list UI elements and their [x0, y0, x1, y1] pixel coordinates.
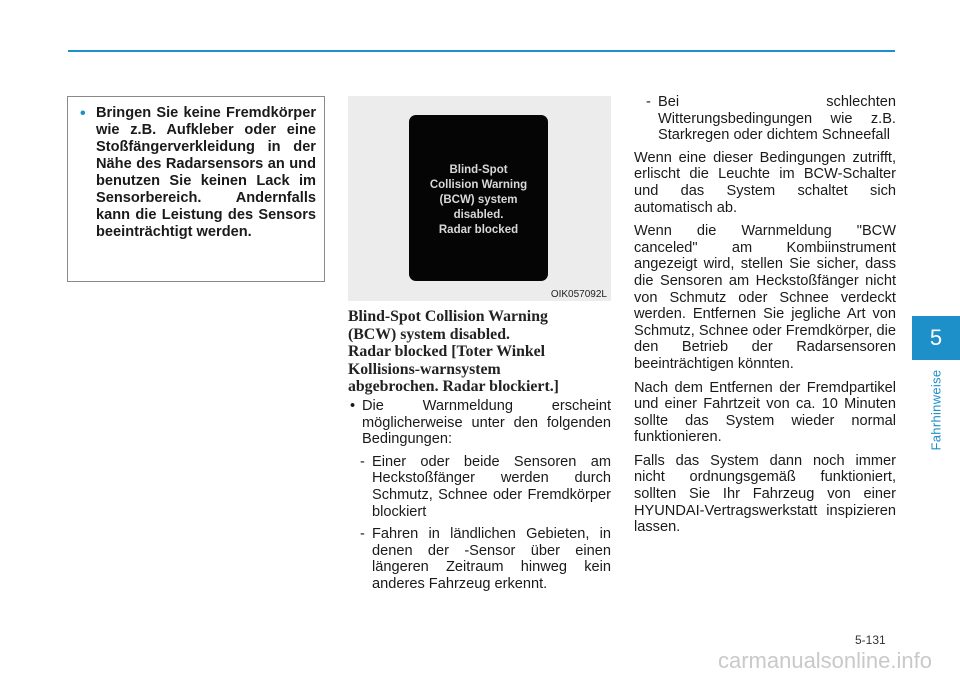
- paragraph: Wenn eine dieser Bedingungen zutrifft, erlischt die Leuchte im BCW-Schalter und das System schaltet sich automatisch ab.: [634, 149, 896, 216]
- paragraph: Falls das System dann noch immer nicht ordnungsgemäß funktioniert, sollten Sie Ihr Fahrzeug von einer HYUNDAI-Vertragswerkstatt inspizieren lassen.: [634, 452, 896, 536]
- dash-item: [634, 94, 896, 144]
- screen-line: Collision Warning: [429, 179, 528, 191]
- chapter-label: Fahrhinweise: [928, 369, 944, 451]
- screen-line: (BCW) system: [439, 194, 518, 206]
- caption-line: Radar blocked [Toter Winkel: [348, 343, 546, 360]
- dash-text: Einer oder beide Sensoren am Heckstoßfänger werden durch Schmutz, Schnee oder Fremdkörper blockiert: [372, 453, 611, 520]
- dash-mark: -: [646, 94, 651, 110]
- caption-line: abgebrochen. Radar blockiert.]: [348, 378, 559, 395]
- dash-mark: -: [360, 453, 365, 470]
- column-right: [634, 94, 896, 543]
- caption-line: Kollisions-warnsystem: [348, 360, 501, 378]
- bullet-item: [348, 398, 611, 448]
- dash-text: Bei schlechten Witterungsbedingungen wie z.B. Starkregen oder dichtem Schneefall: [658, 94, 896, 144]
- watermark: carmanualsonline.info: [717, 648, 932, 673]
- figure-cluster-display: [348, 96, 611, 301]
- dash-text: Fahren in ländlichen Gebieten, in denen der -Sensor über einen längeren Zeitraum hinweg kein anderes Fahrzeug erkennt.: [372, 526, 611, 592]
- page-number: 5-131: [855, 633, 886, 647]
- caption-line: (BCW) system disabled.: [348, 325, 510, 343]
- screen-line: Blind-Spot: [449, 164, 508, 176]
- note-body: Bringen Sie keine Fremdkörper wie z.B. Aufkleber oder eine Stoßfängerverkleidung in der Nähe des Radarsensors an und benutzen Sie keinen Lack im Sensorbereich. Andernfalls kann die Leistung des Sensors beeinträchtigt werden.: [96, 105, 316, 240]
- screen-line: disabled.: [453, 209, 504, 221]
- figure-code: OIK057092L: [550, 289, 607, 300]
- header-rule: [68, 50, 895, 52]
- bullet-text: Die Warnmeldung erscheint möglicherweise unter den folgenden Bedingungen:: [362, 398, 611, 448]
- paragraph: Wenn die Warnmeldung "BCW canceled" am Kombiinstrument angezeigt wird, stellen Sie sicher, dass die Sensoren am Heckstoßfänger nicht von Schmutz oder Schnee verdeckt werden. Entfernen Sie jegliche Art von Schmutz, Schnee oder Fremdkörper, die den Betrieb der Radarsensoren beeinträchtigen könnten.: [634, 223, 897, 372]
- dash-item: [348, 526, 611, 592]
- screen-message: [409, 163, 548, 238]
- cluster-screen: [409, 115, 548, 281]
- note-text: [78, 105, 316, 241]
- bullet-mark: •: [350, 398, 356, 414]
- chapter-tab: 5: [912, 316, 960, 360]
- paragraph: Nach dem Entfernen der Fremdpartikel und einer Fahrtzeit von ca. 10 Minuten sollte das System wieder normal funktionieren.: [634, 379, 896, 446]
- column-middle: [348, 398, 611, 599]
- note-bullet: •: [80, 105, 86, 122]
- caption-line: Blind-Spot Collision Warning: [348, 308, 548, 325]
- note-box: [67, 96, 325, 282]
- figure-caption: [348, 308, 613, 396]
- screen-line: Radar blocked: [438, 224, 519, 236]
- dash-mark: -: [360, 526, 365, 543]
- dash-item: [348, 454, 611, 520]
